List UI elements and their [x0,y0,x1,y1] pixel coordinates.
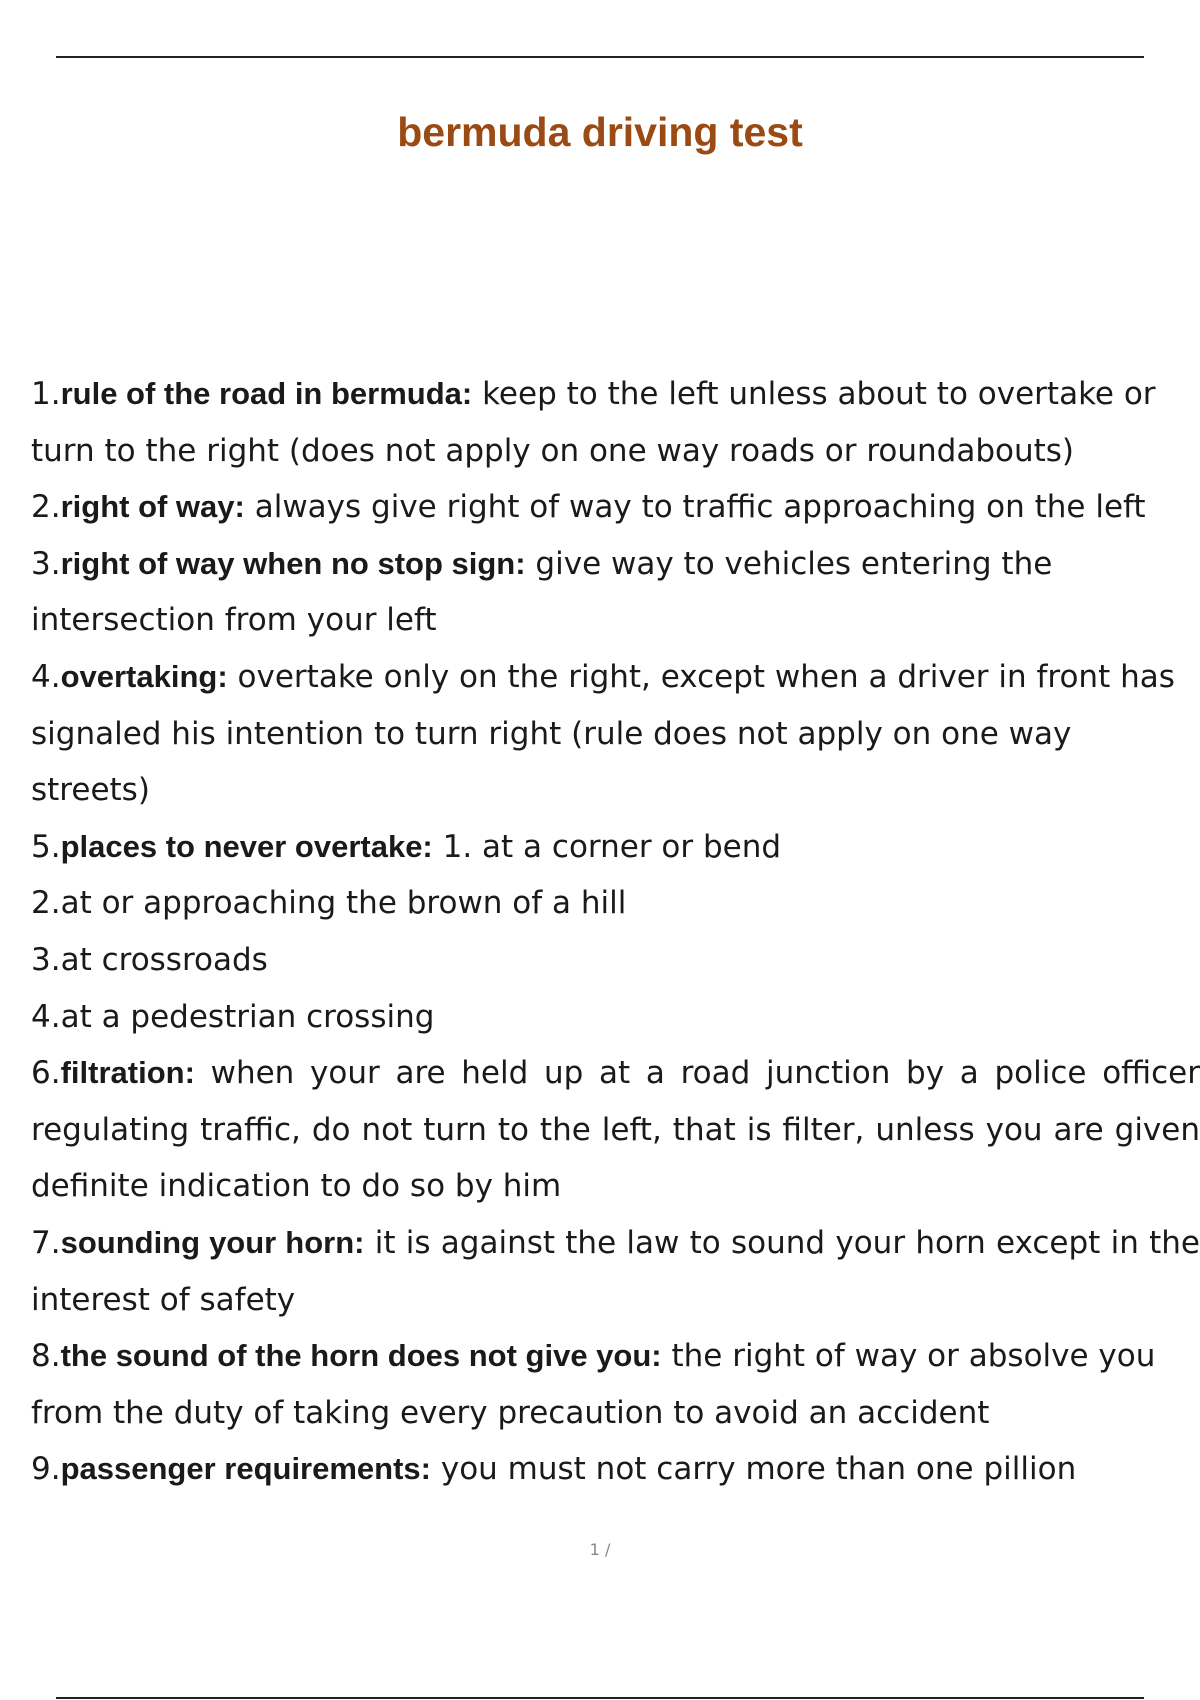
item-text: at a pedestrian crossing [60,998,435,1035]
document-title: bermuda driving test [397,109,803,155]
item-term: places to never overtake: [60,828,433,864]
item-number: 6. [31,1055,61,1092]
item-term: passenger requirements: [60,1451,431,1487]
item-term: rule of the road in bermuda: [60,376,473,411]
document-body [31,366,1200,1498]
item-term: overtaking: [60,658,228,694]
item-number: 2. [31,885,61,922]
item-text: at or approaching the brown of a hill [60,885,627,922]
item-number: 2. [31,489,61,526]
item-text: always give right of way to traffic approaching on the left [244,489,1146,526]
item-number: 1. [31,376,61,412]
list-item-3 [31,536,1200,649]
list-item-7 [31,1215,1200,1328]
item-text: it is against the law to sound your horn except in the interest of safety [31,1224,1200,1318]
list-item-1 [31,366,1200,479]
item-number: 8. [31,1338,61,1375]
item-text: at crossroads [60,941,268,978]
item-number: 4. [31,658,61,695]
item-term: filtration: [60,1055,195,1091]
item-number: 7. [31,1224,61,1261]
item-term: sounding your horn: [60,1224,365,1260]
item-term: right of way when no stop sign: [60,545,526,581]
list-item-5-sub-4 [31,989,1200,1046]
item-text: you must not carry more than one pillion [431,1451,1077,1488]
item-term: the sound of the horn does not give you: [60,1338,662,1374]
list-item-9 [31,1441,1200,1498]
item-text: 1. at a corner or bend [432,828,782,865]
list-item-8 [31,1328,1200,1441]
item-number: 3. [31,545,61,582]
item-number: 4. [31,998,61,1035]
page-number: 1 / [589,1540,611,1559]
item-number: 9. [31,1451,61,1488]
list-item-2 [31,479,1200,536]
item-number: 3. [31,941,61,978]
list-item-5 [31,819,1200,876]
item-number: 5. [31,828,61,865]
item-text: the right of way or absolve you from the duty of taking every precaution to avoid an accident [31,1338,1156,1431]
item-text: give way to vehicles entering the intersection from your left [31,545,1053,639]
list-item-6 [31,1045,1200,1215]
item-text: keep to the left unless about to overtake or turn to the right (does not apply on one way roads or roundabouts) [31,376,1156,469]
item-text: overtake only on the right, except when a driver in front has signaled his intention to turn right (rule does not apply on one way streets) [31,658,1175,809]
list-item-5-sub-2 [31,875,1200,932]
item-term: right of way: [60,489,245,525]
list-item-4 [31,649,1200,819]
top-rule [56,56,1144,58]
bottom-rule [56,1697,1144,1699]
list-item-5-sub-3 [31,932,1200,989]
item-text: when your are held up at a road junction by a police officer regulating traffic, do not turn to the left, that is filter, unless you are given definite indication to do so by him [31,1055,1200,1205]
